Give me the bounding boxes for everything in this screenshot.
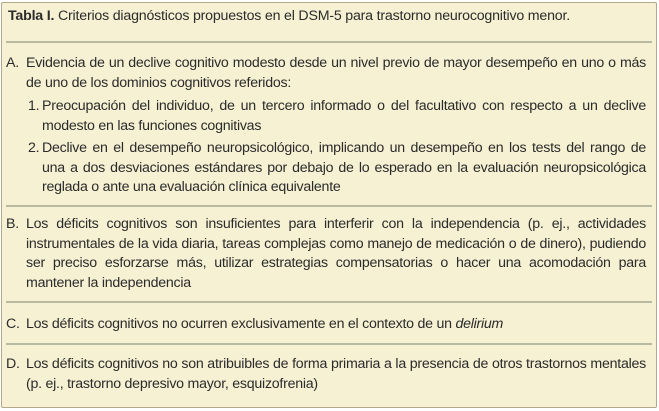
criterion-text-wrap xyxy=(26,315,646,335)
criterion-c xyxy=(6,315,646,335)
item-text: Declive en el desempeño neuropsicológico, implicando un desempeño en los tests del rango de una a dos desviaciones estándares por debajo de lo esperado en la evaluación neuropsicológica reglada o ante una evaluación clínica equivalente xyxy=(42,140,646,195)
criterion-a-item-2 xyxy=(28,139,646,198)
divider xyxy=(6,41,652,43)
criterion-text: Los déficits cognitivos no ocurren exclusivamente en el contexto de un xyxy=(26,316,452,332)
table-label: Tabla I. xyxy=(8,8,55,24)
divider xyxy=(6,205,652,207)
criterion-letter: D. xyxy=(6,356,20,372)
criterion-text: Los déficits cognitivos no son atribuibles de forma primaria a la presencia de otros trastornos mentales (p. ej., trastorno depresivo mayor, esquizofrenia) xyxy=(26,356,646,392)
table-caption xyxy=(8,7,650,27)
criterion-d xyxy=(6,355,646,394)
item-text: Preocupación del individuo, de un tercero informado o del facultativo con respecto a un declive modesto en las funciones cognitivas xyxy=(42,98,646,134)
criterion-italic-term: delirium xyxy=(455,316,504,332)
item-number: 1. xyxy=(28,98,40,114)
criteria-table xyxy=(1,2,657,408)
item-number: 2. xyxy=(28,140,40,156)
criterion-text: Los déficits cognitivos son insuficientes para interferir con la independencia (p. ej., actividades instrumentales de la vida diaria, tareas complejas como manejo de medicación o de dinero), pudiendo ser preciso esforzarse más, utilizar estrategias compensatorias o hacer una acomodación para mantener la independencia xyxy=(26,216,646,291)
criterion-a xyxy=(6,54,646,93)
divider xyxy=(6,343,652,345)
criterion-text: Evidencia de un declive cognitivo modesto desde un nivel previo de mayor desempeño en uno o más de uno de los dominios cognitivos referidos: xyxy=(26,55,646,91)
criterion-letter: C. xyxy=(6,316,20,332)
criterion-b xyxy=(6,215,646,293)
criterion-a-item-1 xyxy=(28,97,646,136)
criterion-letter: A. xyxy=(6,55,19,71)
table-title: Criterios diagnósticos propuestos en el DSM-5 para trastorno neurocognitivo menor. xyxy=(57,8,570,24)
criterion-letter: B. xyxy=(6,216,19,232)
divider xyxy=(6,301,652,303)
